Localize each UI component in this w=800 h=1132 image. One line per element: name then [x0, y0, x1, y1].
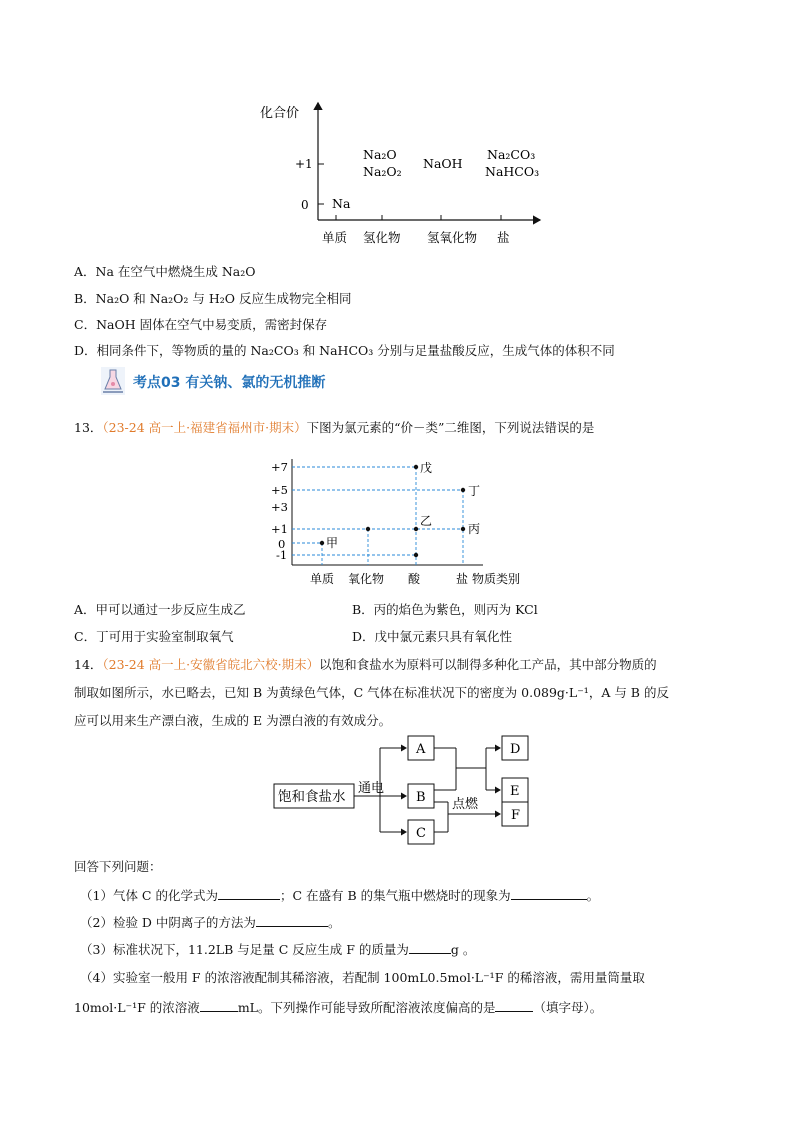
- box-b-label: B: [416, 790, 426, 805]
- answer-blank[interactable]: [218, 887, 280, 900]
- y-tick-label: -1: [276, 548, 288, 562]
- sub-text: 。: [586, 888, 600, 903]
- y-tick-label: +5: [271, 483, 288, 497]
- sodium-valence-chart: [255, 95, 555, 250]
- q13-option-b: B．丙的焰色为紫色，则丙为 KCl: [352, 602, 538, 617]
- sub-text: （3）标准状况下，11.2LB 与足量 C 反应生成 F 的质量为: [80, 942, 409, 957]
- x-category-label: 盐: [497, 230, 510, 245]
- electrolysis-label: 通电: [358, 781, 385, 796]
- point-label-jia: 甲: [326, 536, 339, 550]
- question-text: 下图为氯元素的“价－类”二维图，下列说法错误的是: [306, 420, 595, 435]
- x-category-label: 单质: [322, 230, 348, 245]
- y-tick-label: +1: [295, 157, 313, 171]
- answer-blank[interactable]: [256, 914, 328, 927]
- cell-salt-1: Na₂CO₃: [487, 147, 536, 162]
- q14-sub-4-line2: [74, 998, 602, 1016]
- section-title: 考点03 有关钠、氯的无机推断: [133, 375, 326, 391]
- ignition-label: 点燃: [452, 797, 479, 812]
- q12-option-b: B．Na₂O 和 Na₂O₂ 与 H₂O 反应生成物完全相同: [74, 291, 352, 306]
- point-label-bing: 丙: [468, 522, 481, 536]
- x-category-label: 盐: [456, 572, 469, 586]
- box-f-label: F: [511, 808, 521, 823]
- sub-text: 。: [327, 915, 341, 930]
- x-category-label: 氢化物: [363, 230, 401, 245]
- q14-stem-line3: 应可以用来生产漂白液，生成的 E 为漂白液的有效成分。: [74, 713, 392, 728]
- cell-oxide-1: Na₂O: [363, 147, 397, 162]
- cell-salt-2: NaHCO₃: [485, 164, 540, 179]
- q14-sub-1: [80, 886, 599, 904]
- box-c-label: C: [416, 826, 426, 841]
- sub-text: g 。: [450, 942, 476, 957]
- sub-text: mL。下列操作可能导致所配溶液浓度偏高的是: [237, 1000, 496, 1015]
- box-e-label: E: [510, 784, 520, 799]
- sub-text: ；C 在盛有 B 的集气瓶中燃烧时的现象为: [279, 888, 511, 903]
- q14-stem-line1: [74, 655, 657, 673]
- point-label-yi: 乙: [420, 514, 433, 528]
- start-label: 饱和食盐水: [278, 789, 346, 805]
- q13-option-a: A．甲可以通过一步反应生成乙: [74, 602, 246, 617]
- question-source: （23-24 高一上·福建省福州市·期末）: [102, 420, 307, 435]
- question-number: 13．: [74, 420, 103, 435]
- x-category-label: 氧化物: [348, 572, 385, 586]
- cell-hydroxide: NaOH: [423, 156, 463, 171]
- x-category-label: 氢氧化物: [427, 230, 478, 245]
- y-tick-label: +3: [271, 500, 288, 514]
- cell-na: Na: [332, 196, 351, 211]
- sub-text: （2）检验 D 中阴离子的方法为: [80, 915, 256, 930]
- q13-stem: [74, 418, 594, 436]
- point-label-wu: 戊: [420, 461, 433, 475]
- sub-text: 10mol·L⁻¹F 的浓溶液: [74, 1000, 200, 1015]
- q14-prompt: 回答下列问题：: [74, 859, 162, 874]
- y-tick-label: +1: [271, 522, 288, 536]
- point-label-ding: 丁: [468, 484, 481, 498]
- y-axis-label: 化合价: [260, 106, 300, 121]
- question-number: 14．: [74, 657, 103, 672]
- answer-blank[interactable]: [511, 887, 587, 900]
- q14-sub-3: [80, 940, 475, 958]
- flask-icon: [101, 367, 125, 395]
- box-d-label: D: [510, 742, 521, 757]
- question-text: 以饱和食盐水为原料可以制得多种化工产品，其中部分物质的: [319, 657, 657, 672]
- x-category-label: 酸: [408, 572, 421, 586]
- q13-option-c: C．丁可用于实验室制取氧气: [74, 629, 234, 644]
- y-tick-label: +7: [271, 460, 288, 474]
- q12-option-c: C．NaOH 固体在空气中易变质，需密封保存: [74, 317, 328, 332]
- answer-blank[interactable]: [409, 941, 451, 954]
- q14-stem-line2: 制取如图所示，水已略去，已知 B 为黄绿色气体，C 气体在标准状况下的密度为 0.089g·L⁻¹，A 与 B 的反: [74, 685, 669, 700]
- answer-blank[interactable]: [200, 999, 238, 1012]
- sub-text: （填字母）。: [533, 1000, 603, 1015]
- q12-option-d: D．相同条件下，等物质的量的 Na₂CO₃ 和 NaHCO₃ 分别与足量盐酸反应，生成气体的体积不同: [74, 343, 615, 358]
- x-category-label: 单质: [310, 572, 335, 586]
- q14-sub-4-line1: （4）实验室一般用 F 的浓溶液配制其稀溶液，若配制 100mL0.5mol·L⁻¹F 的稀溶液，需用量筒量取: [80, 970, 645, 985]
- q12-option-a: A．Na 在空气中燃烧生成 Na₂O: [74, 264, 256, 279]
- cell-oxide-2: Na₂O₂: [363, 164, 402, 179]
- q13-option-d: D．戊中氯元素只具有氧化性: [352, 629, 513, 644]
- y-tick-label: 0: [301, 198, 309, 212]
- chlorine-valence-chart: [268, 455, 538, 590]
- question-source: （23-24 高一上·安徽省皖北六校·期末）: [102, 657, 320, 672]
- sub-text: （1）气体 C 的化学式为: [80, 888, 218, 903]
- production-flowchart: [272, 732, 542, 848]
- x-axis-label: 物质类别: [472, 572, 521, 586]
- box-a-label: A: [416, 742, 426, 757]
- y-tick-label: 0: [278, 537, 286, 551]
- answer-blank[interactable]: [495, 999, 533, 1012]
- q14-sub-2: [80, 913, 340, 931]
